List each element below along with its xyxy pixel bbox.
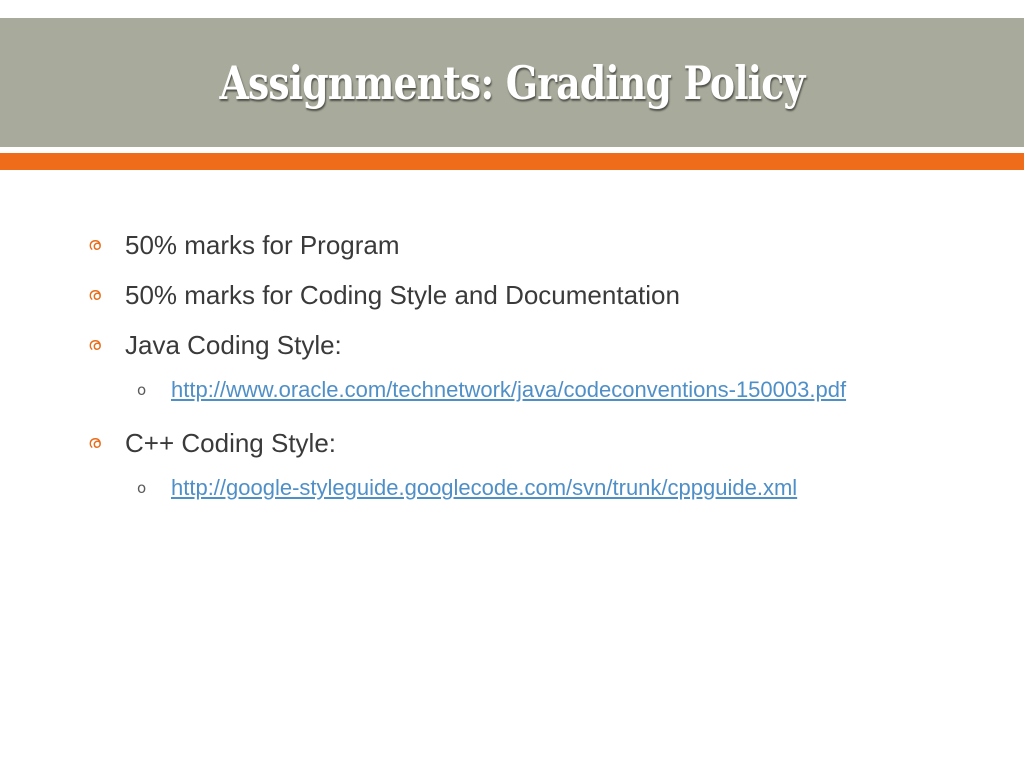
bullet-item <box>88 228 908 262</box>
slide-title: Assignments: Grading Policy <box>219 55 805 110</box>
sub-bullet-icon: o <box>137 381 147 399</box>
bullet-icon: ര <box>88 284 101 305</box>
bullet-item <box>88 278 908 312</box>
bullet-text: Java Coding Style: <box>125 330 342 360</box>
sub-bullet-item <box>137 374 908 406</box>
bullet-item <box>88 328 908 362</box>
bullet-icon: ര <box>88 334 101 355</box>
sub-bullet-icon: o <box>137 479 147 497</box>
accent-band <box>0 153 1024 170</box>
slide-content <box>88 228 908 524</box>
bullet-text: 50% marks for Coding Style and Documentation <box>125 280 680 310</box>
sub-bullet-item <box>137 472 908 504</box>
bullet-icon: ര <box>88 234 101 255</box>
bullet-text: 50% marks for Program <box>125 230 400 260</box>
title-band <box>0 18 1024 147</box>
cpp-style-link[interactable]: http://google-styleguide.googlecode.com/svn/trunk/cppguide.xml <box>171 475 798 500</box>
java-style-link[interactable]: http://www.oracle.com/technetwork/java/codeconventions-150003.pdf <box>171 377 847 402</box>
bullet-text: C++ Coding Style: <box>125 428 337 458</box>
bullet-item <box>88 426 908 460</box>
bullet-icon: ര <box>88 432 101 453</box>
